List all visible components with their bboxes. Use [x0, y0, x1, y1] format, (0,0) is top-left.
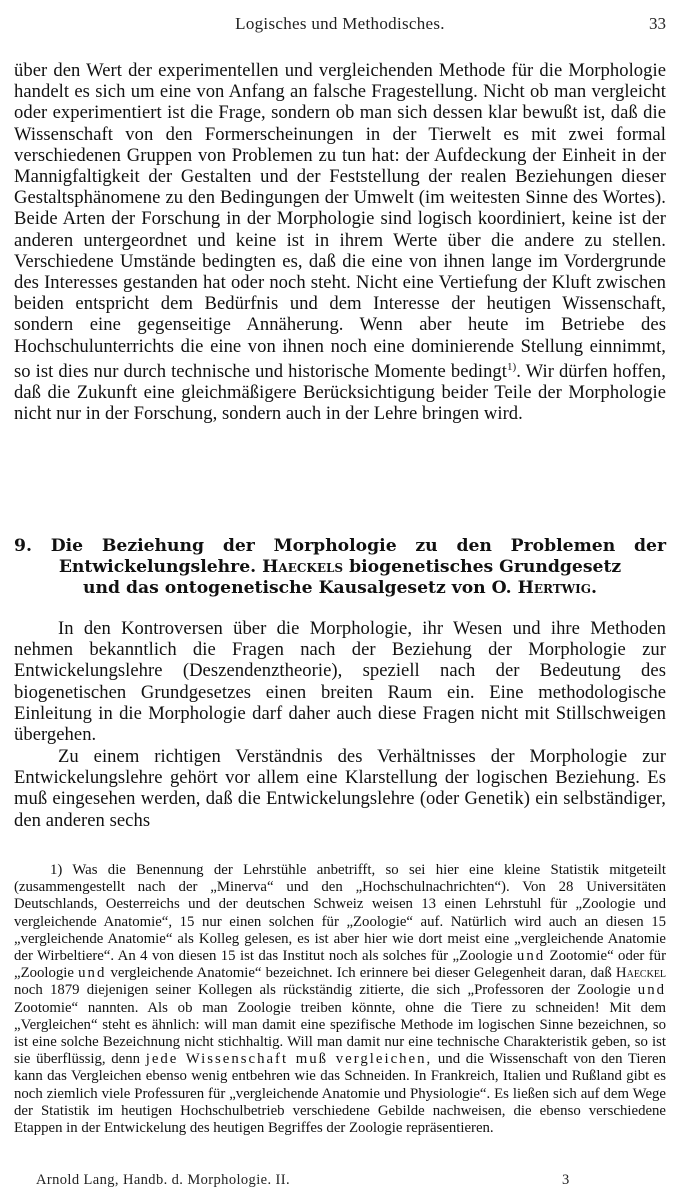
heading-text: .	[591, 578, 597, 598]
footnote-text: und die Wissenschaft von den Tieren kann das Vergleichen ebenso wenig entbehren wie das Schneiden. In Frankreich, Italien und Rußland gibt es noch ziemlich viele Professuren für „vergleichende Anatomie und Physiologie“. Es ließen sich auf dem Wege der Statistik im heutigen Hochschulbetrieb verschiedene Gebilde nachweisen, die ebenso verschiedene Etappen in der Entwickelung des heutigen Begriffes der Zoologie repräsentieren.	[14, 1051, 666, 1137]
footnote-1	[14, 862, 666, 1137]
paragraph-3: Zu einem richtigen Verständnis des Verhältnisses der Morphologie zur Entwickelungslehre gehört vor allem eine Klarstellung der logischen Beziehung. Es muß eingesehen werden, daß die Entwickelungslehre (oder Genetik) ein selbständiger, den anderen sechs	[14, 746, 666, 831]
sheet-number: 3	[562, 1172, 570, 1188]
footnote-emphasis: und	[78, 965, 107, 982]
footnote-emphasis: jede Wissenschaft muß vergleichen,	[145, 1051, 433, 1068]
author-name-haeckel: Haeckel	[615, 965, 667, 982]
author-name-haeckel: Haeckels	[262, 557, 344, 577]
footnote-text: Zootomie“ oder für „Zoologie	[14, 948, 667, 982]
footnote-reference[interactable]: 1)	[506, 360, 517, 373]
paragraph-2: In den Kontroversen über die Morphologie, ihr Wesen und ihre Methoden nehmen bekanntlich die Fragen nach der Beziehung der Morphologie zur Entwickelungslehre (Deszendenztheorie), speziell nach der Bedeutung des biogenetischen Grundgesetzes einen breiten Raum ein. Eine methodologische Einleitung in die Morphologie darf daher auch diese Fragen nicht mit Stillschweigen übergehen.	[14, 618, 666, 746]
footnote-text: noch 1879 diejenigen seiner Kollegen als rückständig zitierte, die sich „Professoren der Zoologie	[14, 982, 631, 999]
paragraph-1	[14, 60, 666, 425]
paragraph-1-text-b: . Wir dürfen hoffen, daß die Zukunft eine gleichmäßigere Berücksichtigung beider Teile der Morphologie nicht nur in der Forschung, sondern auch in der Lehre bringen wird.	[14, 361, 666, 425]
footnote-emphasis: und	[637, 982, 666, 999]
heading-text: und das ontogenetische Kausalgesetz von O.	[82, 578, 512, 598]
section-heading	[14, 536, 666, 599]
signature-line: Arnold Lang, Handb. d. Morphologie. II.	[36, 1172, 291, 1188]
running-title: Logisches und Methodisches.	[235, 14, 445, 33]
page-number: 33	[649, 14, 666, 33]
page-footer	[36, 1172, 668, 1192]
page-header	[12, 14, 668, 36]
section-heading-line-2	[59, 557, 621, 577]
footnote-text: 1) Was die Benennung der Lehrstühle anbetrifft, so sei hier eine kleine Statistik mitgeteilt (zusammengestellt nach der „Minerva“ und den „Hochschulnachrichten“). Von 28 Universitäten Deutschlands, Oesterreichs und der deutschen Schweiz weisen 13 einen Lehrstuhl für „Zoologie und vergleichende Anatomie“, 15 nur einen solchen für „Zoologie“ auf. Natürlich wird auch an diesen 15 „vergleichende Anatomie“ als Kolleg gelesen, es ist aber hier wie dort meist eine „vergleichende Anatomie der Wirbeltiere“. An 4 von diesen 15 ist das Institut noch als solches für „Zoologie	[14, 862, 666, 965]
footnote-text: Zootomie“ nannten. Als ob man Zoologie treiben könnte, ohne die Tiere zu schneiden! Mit dem „Vergleichen“ steht es ähnlich: will man damit eine spezifische Methode im logischen Sinne bezeichnen, so ist eine solche Bezeichnung nicht stichhaltig. Will man damit nur eine technische Charakteristik geben, so ist sie überflüssig, denn	[14, 999, 666, 1068]
author-name-hertwig: Hertwig	[517, 578, 592, 598]
footnote-text: vergleichende Anatomie“ bezeichnet. Ich erinnere bei dieser Gelegenheit daran, daß	[110, 965, 612, 982]
heading-text: Entwickelungslehre.	[58, 557, 257, 577]
section-heading-line-3	[83, 578, 597, 598]
heading-text: biogenetisches Grundgesetz	[349, 557, 622, 577]
section-heading-line-1: 9. Die Beziehung der Morphologie zu den Problemen der	[14, 536, 666, 556]
paragraph-1-text-a: über den Wert der experimentellen und vergleichenden Methode für die Morphologie handelt es sich um eine von Anfang an falsche Fragestellung. Nicht ob man vergleicht oder experimentiert ist die Frage, sondern ob man sich dessen klar bewußt ist, daß die Wissenschaft von den Formerscheinungen in der Tierwelt es mit zwei formal verschiedenen Gruppen von Problemen zu tun hat: der Aufdeckung der Einheit in der Mannigfaltigkeit der Gestalten und der Feststellung der realen Beziehungen dieser Gestaltsphänomene zu den Bedingungen der Umwelt (im weitesten Sinne des Wortes). Beide Arten der Forschung in der Morphologie sind logisch koordiniert, keine ist der anderen untergeordnet und keine ist in ihrem Werte über die andere zu stellen. Verschiedene Umstände bedingten es, daß die eine von ihnen lange im Vordergrunde des Interesses gestanden hat oder noch steht. Nicht eine Vertiefung der Kluft zwischen beiden entspricht dem Bedürfnis und dem Interesse der heutigen Wissenschaft, sondern eine gegenseitige Annäherung. Wenn aber heute im Betriebe des Hochschulunterrichts die eine von ihnen noch eine dominierende Stellung einnimmt, so ist dies nur durch technische und historische Momente bedingt	[14, 60, 666, 383]
footnote-emphasis: und	[516, 948, 546, 965]
